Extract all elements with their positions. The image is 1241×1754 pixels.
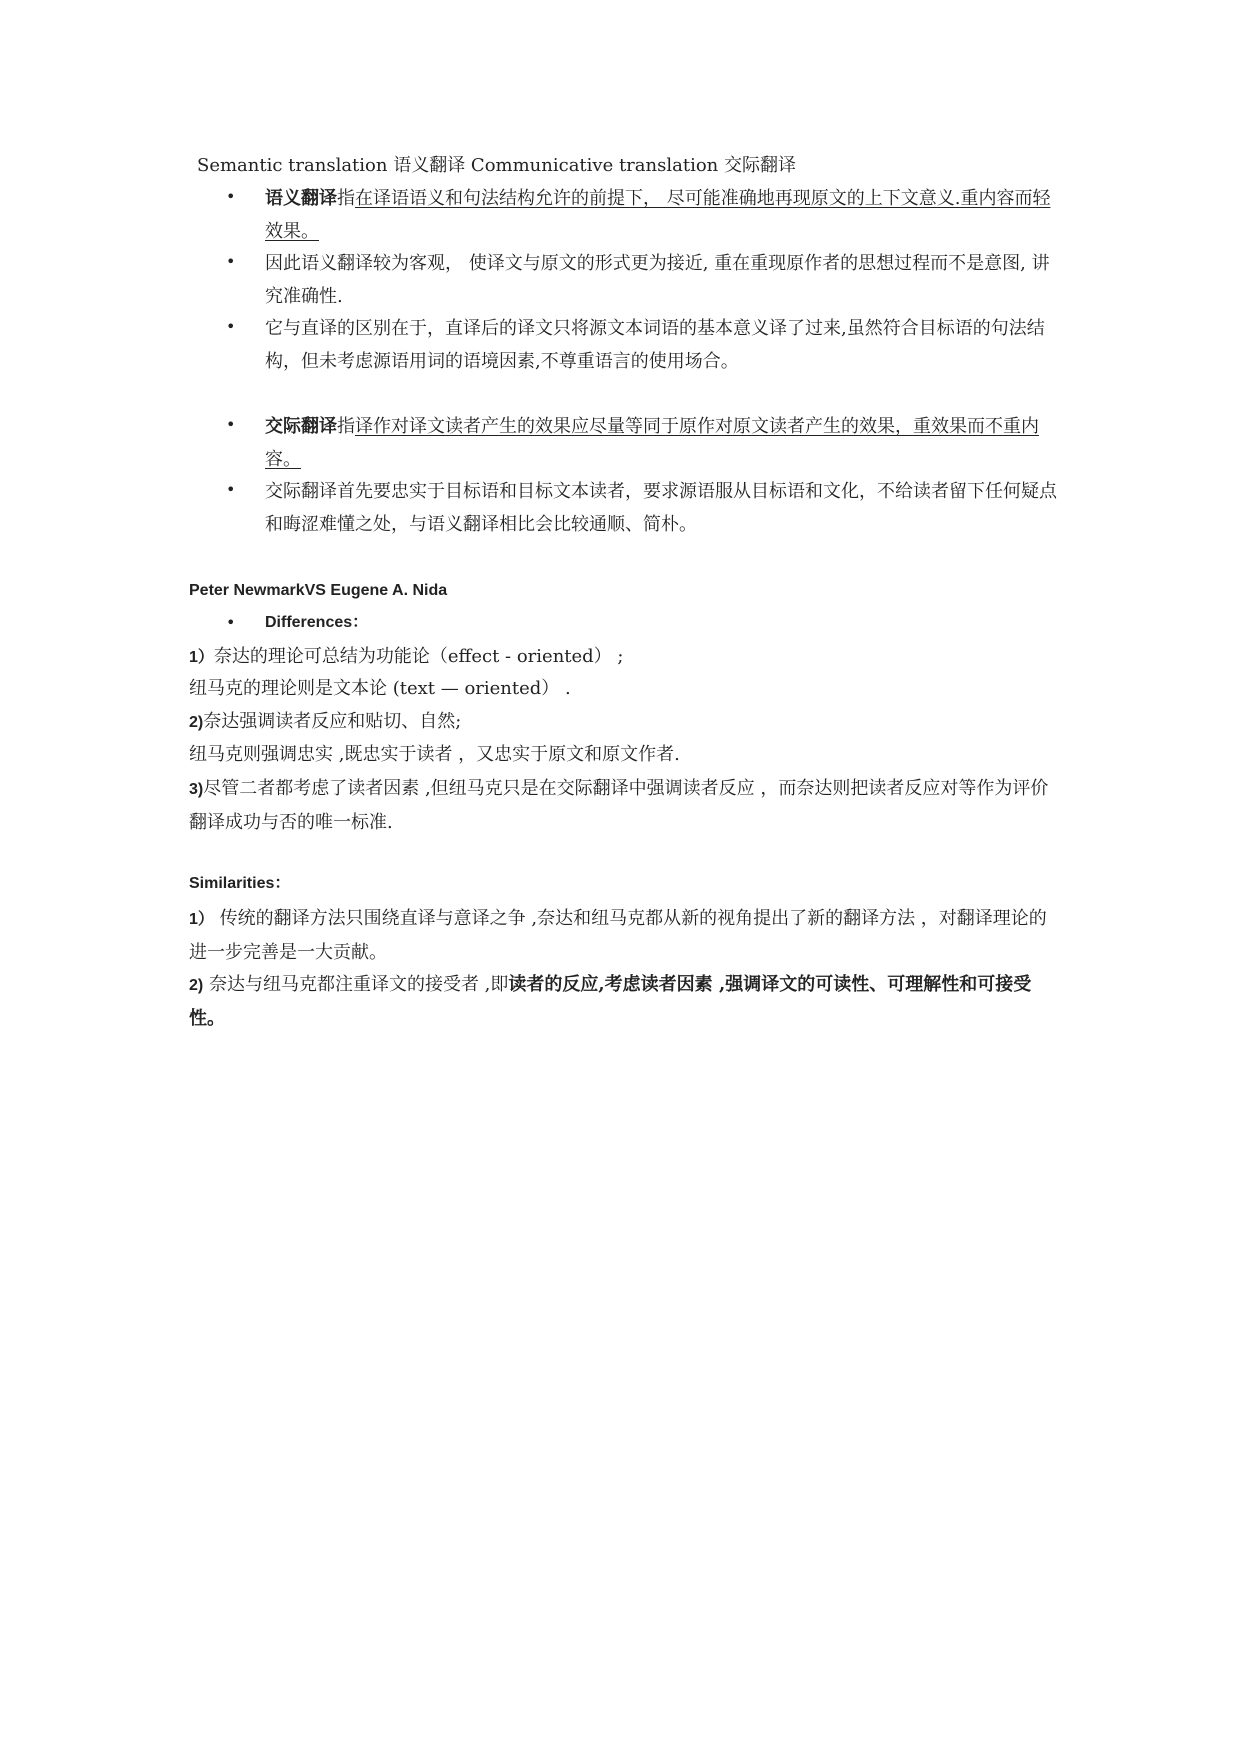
bullet-icon: • [226, 613, 236, 632]
item-text: 纽马克则强调忠实 ,既忠实于读者 ，又忠实于原文和原文作者. [189, 744, 680, 765]
item-text-emphasis: 读者的反应,考虑读者因素 ,强调译文的可读性、可理解性和可接受性。 [189, 974, 1032, 1029]
item-text: 奈达强调读者反应和贴切、自然; [203, 711, 462, 732]
difference-item-3 [189, 772, 1057, 839]
difference-item-1 [189, 645, 623, 670]
item-number: 2) [189, 714, 204, 731]
title-line [197, 154, 796, 178]
item-text: 传统的翻译方法只围绕直译与意译之争 ,奈达和纽马克都从新的视角提出了新的翻译方法 ，对翻译理论的进一步完善是一大贡献。 [189, 908, 1047, 963]
bullet-icon: • [226, 252, 236, 271]
item-text: 纽马克的理论则是文本论 (text — oriented） . [189, 678, 571, 699]
difference-item-2b [189, 743, 680, 767]
difference-item-1b [189, 677, 571, 701]
communicative-definition: 译作对译文读者产生的效果应尽量等同于原作对原文读者产生的效果，重效果而不重内容。 [265, 416, 1039, 470]
connector: 指 [337, 188, 355, 209]
item-number: 1） [189, 911, 214, 928]
semantic-bullet-definition [265, 182, 1057, 248]
bullet-icon: • [226, 415, 236, 434]
similarity-item-1 [189, 902, 1057, 969]
semantic-objective-text: 因此语义翻译较为客观， 使译文与原文的形式更为接近, 重在重现原作者的思想过程而不是意图, 讲究准确性. [265, 253, 1050, 307]
communicative-bullet-definition [265, 410, 1057, 476]
communicative-detail-text: 交际翻译首先要忠实于目标语和目标文本读者，要求源语服从目标语和文化，不给读者留下任何疑点和晦涩难懂之处，与语义翻译相比会比较通顺、简朴。 [265, 481, 1057, 535]
semantic-bullet-literal [265, 312, 1057, 378]
similarity-item-2 [189, 968, 1057, 1035]
comparison-heading: Peter NewmarkVS Eugene A. Nida [189, 582, 448, 599]
semantic-definition: 在译语语义和句法结构允许的前提下， 尽可能准确地再现原文的上下文意义.重内容而轻效果。 [265, 188, 1051, 242]
item-number: 3) [189, 781, 204, 798]
item-number: 2) [189, 977, 204, 994]
bullet-icon: • [226, 480, 236, 499]
connector: 指 [337, 416, 355, 437]
term-communicative: 交际翻译 [265, 416, 337, 437]
semantic-bullet-objective [265, 247, 1057, 313]
item-number: 1） [189, 649, 214, 666]
term-semantic: 语义翻译 [265, 188, 337, 209]
difference-item-2 [189, 710, 461, 735]
bullet-icon: • [226, 317, 236, 336]
item-text: 奈达与纽马克都注重译文的接受者 ,即 [203, 974, 509, 995]
item-text: 奈达的理论可总结为功能论（effect - oriented） ; [213, 646, 624, 667]
item-text: 尽管二者都考虑了读者因素 ,但纽马克只是在交际翻译中强调读者反应 ，而奈达则把读者反应对等作为评价翻译成功与否的唯一标准. [189, 778, 1049, 833]
communicative-bullet-detail [265, 475, 1057, 541]
semantic-literal-text: 它与直译的区别在于，直译后的译文只将源文本词语的基本意义译了过来,虽然符合目标语的句法结构，但未考虑源语用词的语境因素,不尊重语言的使用场合。 [265, 318, 1045, 372]
similarities-heading: Similarities： [189, 875, 291, 892]
bullet-icon: • [226, 187, 236, 206]
differences-heading: Differences： [265, 614, 369, 631]
title-text: Semantic translation 语义翻译 Communicative translation 交际翻译 [197, 155, 796, 176]
